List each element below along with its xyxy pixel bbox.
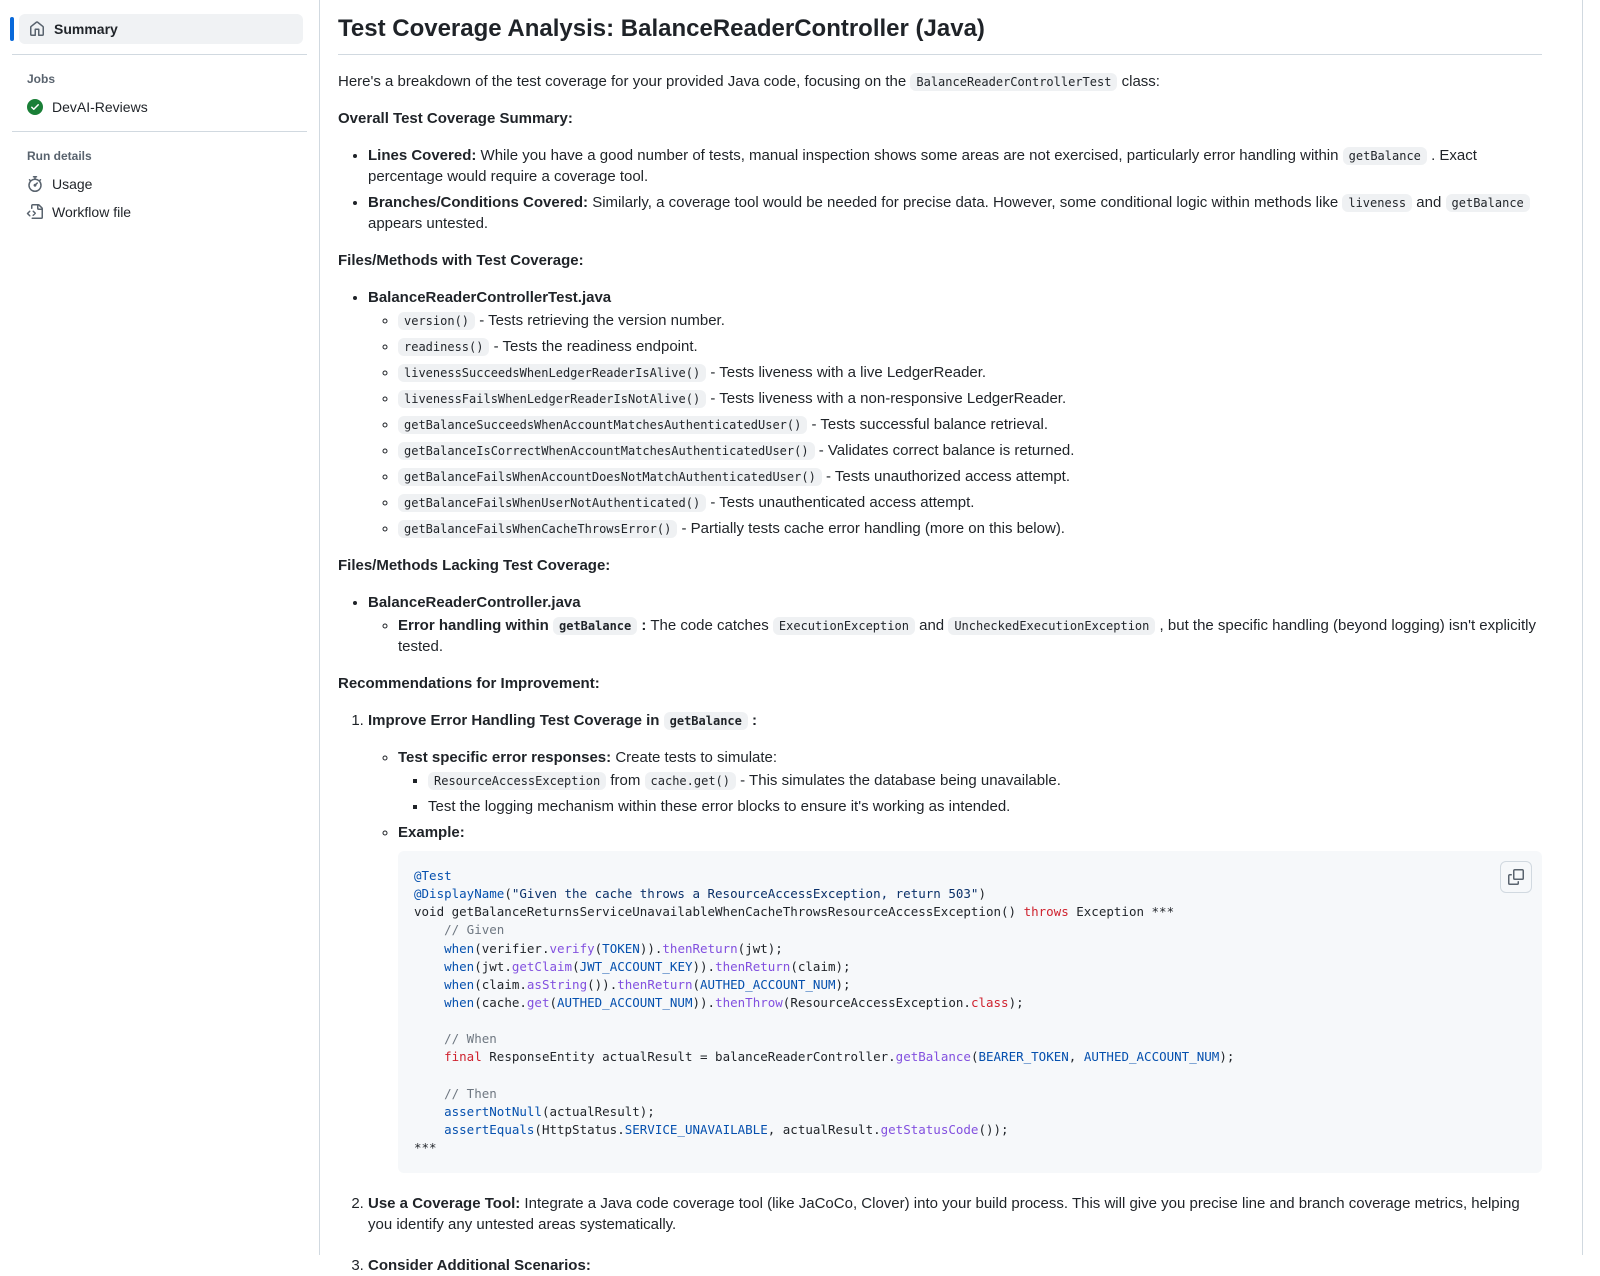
- list-item: [398, 336, 1542, 357]
- inline-code: getBalanceFailsWhenUserNotAuthenticated(): [398, 494, 706, 512]
- bold-text: Improve Error Handling Test Coverage in: [368, 712, 664, 729]
- home-icon: [29, 21, 45, 37]
- run-details-section-label: Run details: [27, 149, 92, 163]
- list-item: [398, 362, 1542, 383]
- list-item-text: [368, 287, 1542, 308]
- bold-text: Example:: [398, 824, 465, 841]
- list-item: [368, 287, 1542, 539]
- sidebar: [0, 0, 320, 1255]
- list-item-text: ▪ Test the logging mechanism within these error blocks to ensure it's working as intended.: [428, 798, 1011, 815]
- main-content: [320, 0, 1583, 1274]
- list-item-text: ◦ getBalanceIsCorrectWhenAccountMatchesAuthenticatedUser() - Validates correct balance is returned.: [398, 440, 1542, 461]
- paragraph: [338, 108, 1542, 129]
- sidebar-item-workflow-file[interactable]: [16, 198, 303, 226]
- list-item: [398, 615, 1542, 657]
- list-item-text: ◦ livenessFailsWhenLedgerReaderIsNotAlive() - Tests liveness with a non-responsive LedgerReader.: [398, 388, 1542, 409]
- sidebar-divider: [12, 54, 307, 55]
- code-block: [398, 851, 1542, 1173]
- list-item: [398, 747, 1542, 817]
- bold-text: Overall Test Coverage Summary:: [338, 110, 573, 127]
- copy-icon: [1508, 869, 1524, 885]
- inline-code: getBalanceFailsWhenCacheThrowsError(): [398, 520, 677, 538]
- list-item-text: 2. Use a Coverage Tool: Integrate a Java code coverage tool (like JaCoCo, Clover) into your build process. This will give you precise line and branch coverage metrics, helping you identify any untested areas systematically.: [368, 1195, 1520, 1233]
- inline-code: version(): [398, 312, 475, 330]
- bullet-list: [338, 145, 1542, 234]
- list-item-text: ◦ livenessSucceedsWhenLedgerReaderIsAlive() - Tests liveness with a live LedgerReader.: [398, 362, 1542, 383]
- sidebar-divider: [12, 131, 307, 132]
- sidebar-item-usage[interactable]: [16, 170, 303, 198]
- stopwatch-icon: [27, 176, 43, 192]
- list-item: [368, 145, 1542, 187]
- ordered-list: [338, 710, 1542, 1276]
- list-item-text: • Branches/Conditions Covered: Similarly, a coverage tool would be needed for precise data. However, some conditional logic within methods like liveness and getBalance appears untested.: [368, 192, 1542, 234]
- bullet-list: [338, 287, 1542, 539]
- inline-code: livenessSucceedsWhenLedgerReaderIsAlive(): [398, 364, 706, 382]
- bullet-list: [338, 592, 1542, 657]
- list-item-text: ◦ getBalanceSucceedsWhenAccountMatchesAuthenticatedUser() - Tests successful balance retrieval.: [398, 414, 1542, 435]
- bullet-list: [368, 747, 1542, 1173]
- page-title: Test Coverage Analysis: BalanceReaderController (Java): [338, 14, 1542, 55]
- inline-code: getBalanceSucceedsWhenAccountMatchesAuthenticatedUser(): [398, 416, 807, 434]
- bold-text: Files/Methods Lacking Test Coverage:: [338, 557, 611, 574]
- list-item-text: ▪ ResourceAccessException from cache.get() - This simulates the database being unavailable.: [428, 770, 1542, 791]
- markdown-body: [338, 71, 1542, 1276]
- sidebar-job-devai-reviews[interactable]: [16, 93, 303, 121]
- list-item: [398, 388, 1542, 409]
- list-item-text: ◦ getBalanceFailsWhenUserNotAuthenticated() - Tests unauthenticated access attempt.: [398, 492, 1542, 513]
- bold-text: BalanceReaderControllerTest.java: [368, 289, 612, 306]
- list-item: [428, 796, 1542, 817]
- list-item: [428, 770, 1542, 791]
- copy-button[interactable]: [1500, 861, 1532, 893]
- list-item-text: ◦ readiness() - Tests the readiness endpoint.: [398, 336, 1542, 357]
- list-item: [368, 710, 1542, 1173]
- list-item: [368, 1255, 1542, 1276]
- inline-code: livenessFailsWhenLedgerReaderIsNotAlive(): [398, 390, 706, 408]
- list-item: [398, 822, 1542, 1173]
- list-item-text: [368, 1255, 1542, 1276]
- job-label: DevAI-Reviews: [52, 99, 148, 115]
- bullet-list: [368, 615, 1542, 657]
- list-item: [368, 1193, 1542, 1235]
- inline-code: getBalanceIsCorrectWhenAccountMatchesAuthenticatedUser(): [398, 442, 815, 460]
- check-circle-icon: [27, 99, 43, 115]
- list-item-text: [398, 822, 1542, 843]
- bold-text: BalanceReaderController.java: [368, 594, 581, 611]
- inline-code: getBalance: [664, 712, 748, 730]
- paragraph: [338, 673, 1542, 694]
- bold-text: Error handling within: [398, 617, 553, 634]
- list-item-text: [368, 710, 1542, 731]
- bold-text: Use a Coverage Tool:: [368, 1195, 521, 1212]
- inline-code: ExecutionException: [773, 617, 915, 635]
- list-item: [398, 518, 1542, 539]
- list-item: [368, 192, 1542, 234]
- paragraph: [338, 555, 1542, 576]
- inline-code: readiness(): [398, 338, 489, 356]
- inline-code: ResourceAccessException: [428, 772, 606, 790]
- list-item-text: • Lines Covered: While you have a good number of tests, manual inspection shows some areas are not exercised, particularly error handling within getBalance . Exact percentage would require a coverage tool.: [368, 147, 1477, 185]
- bold-text: Consider Additional Scenarios:: [368, 1257, 591, 1274]
- code-block-pre: @Test @DisplayName("Given the cache throws a ResourceAccessException, return 503") void getBalanceReturnsServiceUnavailableWhenCacheThrowsResourceAccessException() throws Exception *** // Given when(verifier.verify(TOKEN)).thenReturn(jwt); when(jwt.getClaim(JWT_ACCOUNT_KEY)).thenReturn(claim); when(claim.asString()).thenReturn(AUTHED_ACCOUNT_NUM); when(cache.get(AUTHED_ACCOUNT_NUM)).thenThrow(ResourceAccessException.class); // When final ResponseEntity actualResult = balanceReaderController.getBalance(BEARER_TOKEN, AUTHED_ACCOUNT_NUM); // Then assertNotNull(actualResult); assertEquals(HttpStatus.SERVICE_UNAVAILABLE, actualResult.getStatusCode()); ***: [414, 868, 1235, 1155]
- list-item: [398, 466, 1542, 487]
- list-item: [398, 440, 1542, 461]
- inline-code: getBalance: [1343, 147, 1427, 165]
- inline-code: BalanceReaderControllerTest: [910, 73, 1117, 91]
- bold-text: :: [747, 712, 758, 729]
- paragraph: Here's a breakdown of the test coverage for your provided Java code, focusing on the BalanceReaderControllerTest class:: [338, 73, 1160, 90]
- bold-text: Files/Methods with Test Coverage:: [338, 252, 584, 269]
- inline-code: getBalance: [1446, 194, 1530, 212]
- list-item-text: ◦ getBalanceFailsWhenCacheThrowsError() - Partially tests cache error handling (more on this below).: [398, 518, 1542, 539]
- bullet-list: [368, 310, 1542, 539]
- list-item-text: ◦ Test specific error responses: Create tests to simulate:: [398, 749, 778, 766]
- inline-code: liveness: [1342, 194, 1412, 212]
- list-item-text: [368, 592, 1542, 613]
- bold-text: Lines Covered:: [368, 147, 477, 164]
- inline-code: getBalanceFailsWhenAccountDoesNotMatchAuthenticatedUser(): [398, 468, 822, 486]
- list-item-text: ◦ version() - Tests retrieving the version number.: [398, 310, 1542, 331]
- list-item-text: ◦ Error handling within getBalance : The code catches ExecutionException and UncheckedExecutionException , but the specific handling (beyond logging) isn't explicitly tested.: [398, 617, 1536, 655]
- bold-text: :: [637, 617, 647, 634]
- sidebar-item-label: Summary: [54, 21, 118, 37]
- sidebar-item-summary[interactable]: [19, 14, 303, 44]
- paragraph: [338, 250, 1542, 271]
- bullet-list: [398, 770, 1542, 817]
- bold-text: Test specific error responses:: [398, 749, 612, 766]
- run-details-item-label: Workflow file: [52, 204, 132, 220]
- list-item: [398, 492, 1542, 513]
- inline-code: getBalance: [553, 617, 637, 635]
- bold-text: Recommendations for Improvement:: [338, 675, 600, 692]
- run-details-item-label: Usage: [52, 176, 93, 192]
- list-item-text: ◦ getBalanceFailsWhenAccountDoesNotMatchAuthenticatedUser() - Tests unauthorized access attempt.: [398, 466, 1542, 487]
- list-item: [368, 592, 1542, 657]
- file-code-icon: [27, 204, 43, 220]
- list-item: [398, 310, 1542, 331]
- jobs-section-label: Jobs: [27, 72, 56, 86]
- list-item: [398, 414, 1542, 435]
- inline-code: cache.get(): [645, 772, 736, 790]
- bold-text: Branches/Conditions Covered:: [368, 194, 589, 211]
- inline-code: UncheckedExecutionException: [948, 617, 1155, 635]
